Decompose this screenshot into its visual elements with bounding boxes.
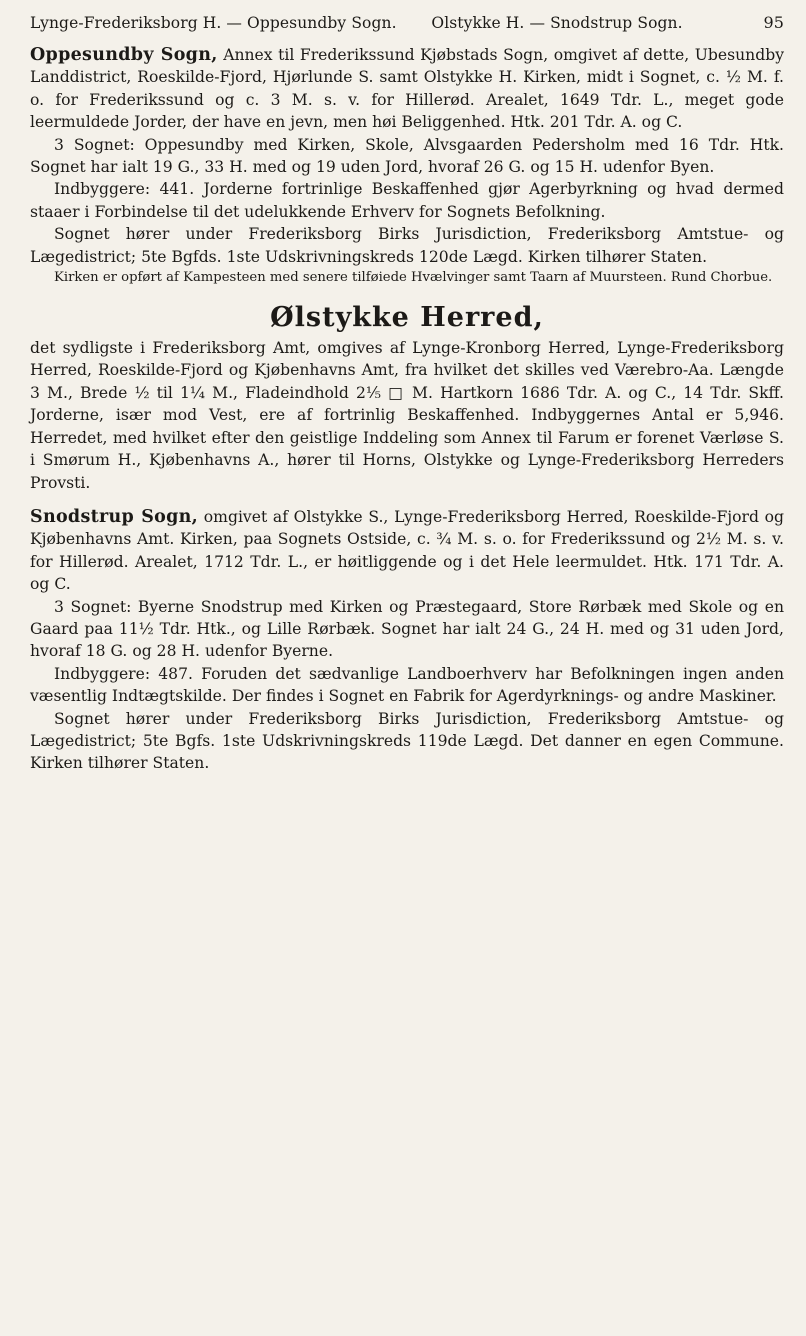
entry-intro-text: omgivet af Olstykke S., Lynge-Frederiksborg Herred, Roeskilde-Fjord og Kjøbenhavns Amt. Kirken, paa Sognets Ostside, c. ¾ M. s. o. for Frederikssund og 2½ M. s. v. for Hillerød. Arealet, 1712 Tdr. L., er høitliggende og i det Hele leermuldet. Htk. 171 Tdr. A. og C. bbox=[30, 507, 784, 594]
entry-headword: Oppesundby Sogn, bbox=[30, 45, 218, 65]
running-head bbox=[30, 12, 784, 34]
entry-paragraph: Indbyggere: 441. Jorderne fortrinlige Beskaffenhed gjør Agerbyrkning og hvad dermed staaer i Forbindelse til det udelukkende Erhverv for Sognets Befolkning. bbox=[30, 180, 784, 221]
entry-olstykke bbox=[30, 337, 784, 494]
entry-intro bbox=[30, 44, 784, 134]
entry-paragraph: 3 Sognet: Byerne Snodstrup med Kirken og Præstegaard, Store Rørbæk med Skole og en Gaard paa 11½ Tdr. Htk., og Lille Rørbæk. Sognet har ialt 24 G., 24 H. med og 31 uden Jord, hvoraf 18 G. og 28 H. udenfor Byerne. bbox=[30, 597, 784, 661]
entry-oppesundby bbox=[30, 44, 784, 287]
page-number: 95 bbox=[763, 13, 784, 32]
entry-snodstrup bbox=[30, 506, 784, 775]
entry-paragraph: Indbyggere: 487. Foruden det sædvanlige Landboerhverv har Befolkningen ingen anden væsentlig Indtægtskilde. Der findes i Sognet en Fabrik for Agerdyrknings- og andre Maskiner. bbox=[30, 664, 784, 706]
entry-paragraph: 3 Sognet: Oppesundby med Kirken, Skole, Alvsgaarden Pedersholm med 16 Tdr. Htk. Sognet har ialt 19 G., 33 H. med og 19 uden Jord, hvoraf 26 G. og 15 H. udenfor Byen. bbox=[30, 135, 784, 177]
entry-paragraph: Sognet hører under Frederiksborg Birks Jurisdiction, Frederiksborg Amtstue- og Lægedistrict; 5te Bgfds. 1ste Udskrivningskreds 120de Lægd. Kirken tilhører Staten. bbox=[30, 225, 784, 266]
running-head-center: Olstykke H. — Snodstrup Sogn. bbox=[431, 14, 683, 32]
entry-headword: Snodstrup Sogn, bbox=[30, 506, 199, 527]
entry-paragraph: Sognet hører under Frederiksborg Birks Jurisdiction, Frederiksborg Amtstue- og Lægedistrict; 5te Bgfs. 1ste Udskrivningskreds 119de Lægd. Det danner en egen Commune. Kirken tilhører Staten. bbox=[30, 709, 784, 773]
entry-intro-text: det sydligste i Frederiksborg Amt, omgives af Lynge-Kronborg Herred, Lynge-Frederiksborg Herred, Roeskilde-Fjord og Kjøbenhavns Amt, fra hvilket det skilles ved Værebro-Aa. Længde 3 M., Brede ½ til 1¼ M., Fladeindhold 2⅕ □ M. Hartkorn 1686 Tdr. A. og C., 14 Tdr. Skff. Jorderne, især mod Vest, ere af fortrinlig Beskaffenhed. Indbyggernes Antal er 5,946. Herredet, med hvilket efter den geistlige Inddeling som Annex til Farum er forenet Værløse S. i Smørum H., Kjøbenhavns A., hører til Horns, Olstykke og Lynge-Frederiksborg Herreders Provsti. bbox=[30, 339, 784, 492]
herred-heading: Ølstykke Herred, bbox=[270, 302, 544, 334]
entry-intro bbox=[30, 506, 784, 596]
entry-note: Kirken er opført af Kampesteen med senere tilføiede Hvælvinger samt Taarn af Muursteen. Rund Chorbue. bbox=[54, 270, 773, 286]
entry-intro-text: Annex til Frederikssund Kjøbstads Sogn, omgivet af dette, Ubesundby Landdistrict, Roeskilde-Fjord, Hjørlunde S. samt Olstykke H. Kirken, midt i Sognet, c. ½ M. f. o. for Frederikssund og c. 3 M. s. v. for Hillerød. Arealet, 1649 Tdr. L., meget gode leermuldede Jorder, der have en jevn, men høi Beliggenhed. Htk. 201 Tdr. A. og C. bbox=[30, 46, 785, 132]
running-head-left: Lynge-Frederiksborg H. — Oppesundby Sogn. bbox=[30, 14, 397, 32]
